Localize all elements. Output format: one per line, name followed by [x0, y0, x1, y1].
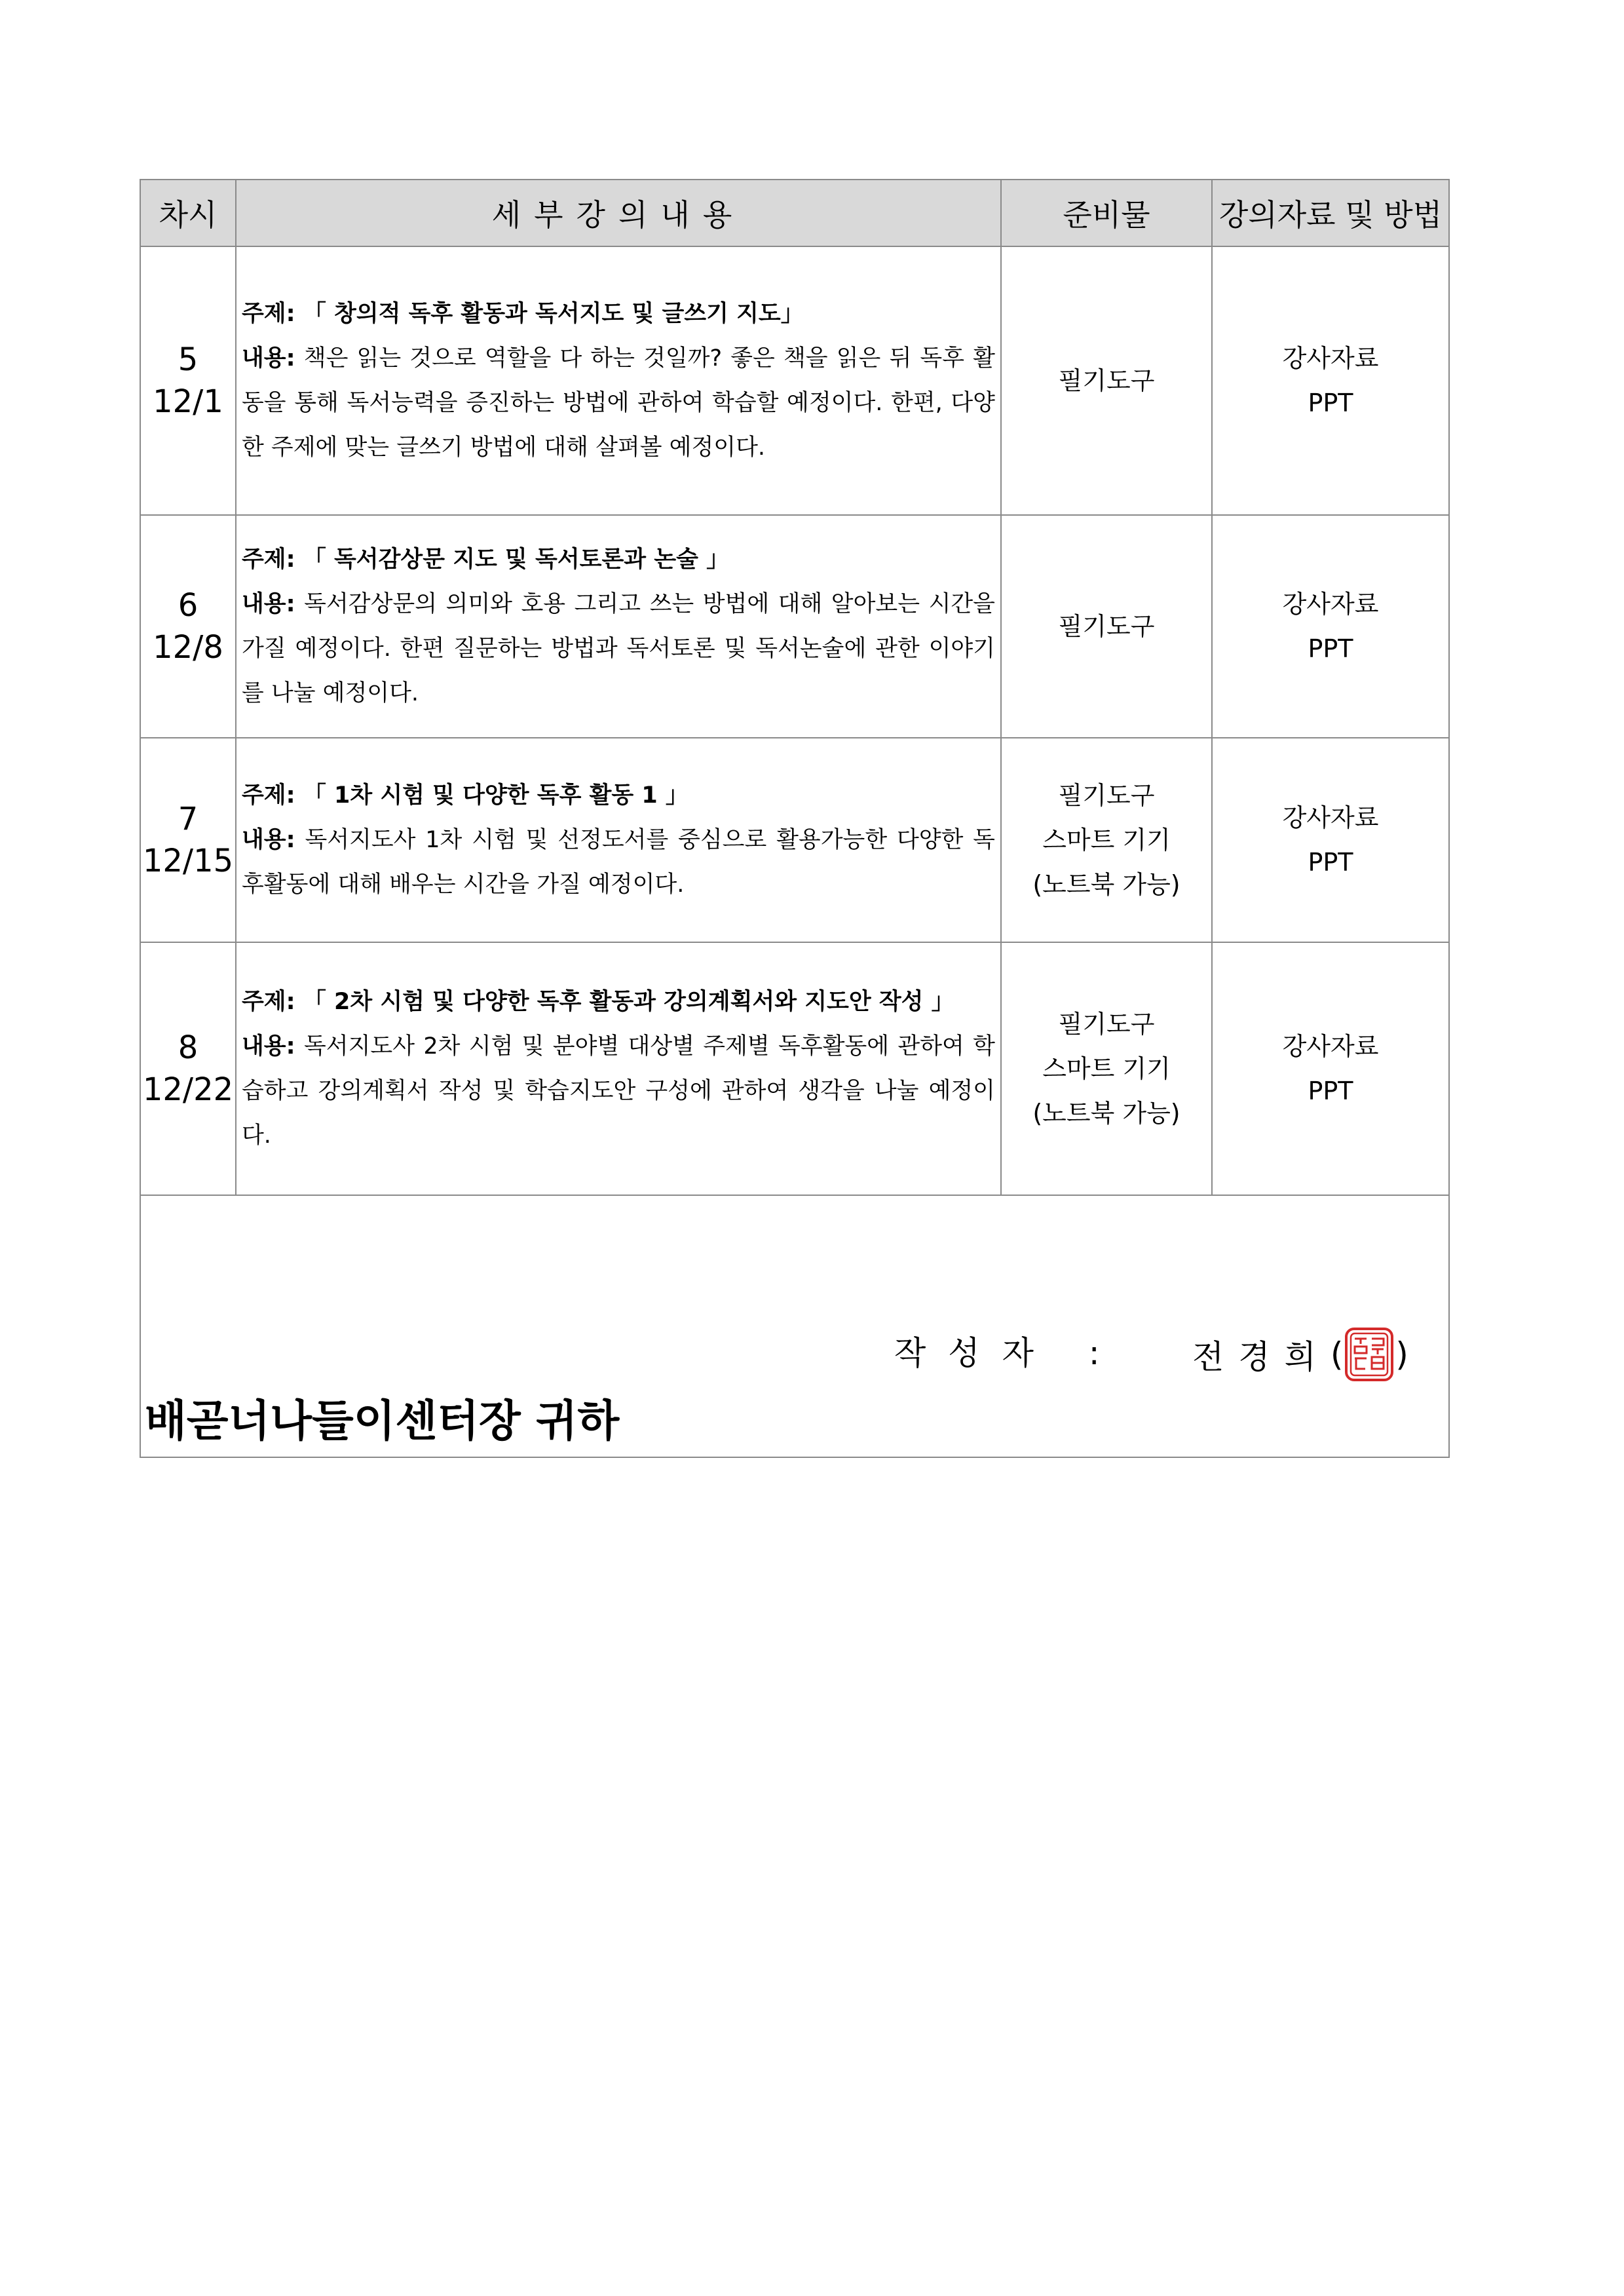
header-material: 강의자료 및 방법: [1212, 180, 1449, 246]
writer-label: 작성자 :: [894, 1334, 1122, 1372]
session-number: 8: [178, 1029, 198, 1066]
red-seal-stamp-icon: [1344, 1327, 1394, 1382]
topic-line: [242, 773, 995, 818]
header-content: 세부강의내용: [236, 180, 1001, 246]
material-item: PPT: [1308, 389, 1353, 417]
topic-text: 「 독서감상문 지도 및 독서토론과 논술 」: [303, 546, 730, 573]
topic-text: 「 1차 시험 및 다양한 독후 활동 1 」: [303, 782, 689, 809]
prep-item: (노트북 가능): [1032, 1099, 1180, 1128]
content-label: 내용:: [242, 1033, 295, 1060]
content-cell: [236, 246, 1001, 515]
material-cell: [1212, 246, 1449, 515]
content-label: 내용:: [242, 827, 295, 853]
session-number: 6: [178, 587, 198, 624]
prep-item: 필기도구: [1058, 612, 1155, 641]
content-cell: [236, 942, 1001, 1195]
session-cell: [140, 246, 236, 515]
document-sheet: [140, 179, 1448, 1458]
paren-close: ): [1395, 1335, 1408, 1373]
writer-name-block: [1192, 1327, 1408, 1382]
content-text-block: [242, 336, 995, 470]
content-text: 독서감상문의 의미와 호용 그리고 쓰는 방법에 대해 알아보는 시간을 가질 예정이다. 한편 질문하는 방법과 독서토론 및 독서논술에 관한 이야기를 나눌 예정이다.: [242, 591, 995, 706]
prep-item: 필기도구: [1058, 366, 1155, 395]
prep-cell: [1001, 738, 1212, 942]
prep-cell: [1001, 515, 1212, 738]
prep-cell: [1001, 942, 1212, 1195]
content-text: 책은 읽는 것으로 역할을 다 하는 것일까? 좋은 책을 읽은 뒤 독후 활동을 통해 독서능력을 증진하는 방법에 관하여 학습할 예정이다. 한편, 다양한 주제에 맞는 글쓰기 방법에 대해 살펴볼 예정이다.: [242, 345, 995, 461]
material-item: PPT: [1308, 1077, 1353, 1105]
session-cell: [140, 515, 236, 738]
topic-line: [242, 537, 995, 582]
content-text: 독서지도사 2차 시험 및 분야별 대상별 주제별 독후활동에 관하여 학습하고 강의계획서 작성 및 학습지도안 구성에 관하여 생각을 나눌 예정이다.: [242, 1033, 995, 1149]
prep-item: 스마트 기기: [1042, 1054, 1171, 1083]
topic-line: [242, 980, 995, 1024]
prep-item: 스마트 기기: [1042, 826, 1171, 854]
topic-text: 「 2차 시험 및 다양한 독후 활동과 강의계획서와 지도안 작성 」: [303, 989, 954, 1015]
content-cell: [236, 738, 1001, 942]
topic-text: 「 창의적 독후 활동과 독서지도 및 글쓰기 지도」: [303, 301, 804, 327]
table-row: [140, 738, 1449, 942]
content-text-block: [242, 818, 995, 907]
signature-cell: [140, 1195, 1449, 1457]
topic-label: 주제:: [242, 782, 295, 809]
table-row: [140, 515, 1449, 738]
topic-label: 주제:: [242, 301, 295, 327]
session-date: 12/22: [142, 1071, 234, 1108]
content-text: 독서지도사 1차 시험 및 선정도서를 중심으로 활용가능한 다양한 독후활동에 대해 배우는 시간을 가질 예정이다.: [242, 827, 995, 898]
material-item: PPT: [1308, 634, 1353, 663]
material-item: PPT: [1308, 848, 1353, 877]
material-item: 강사자료: [1282, 1032, 1379, 1061]
seal-glyph-left: [1355, 1339, 1367, 1369]
lecture-plan-table: [140, 179, 1450, 1458]
table-row: [140, 942, 1449, 1195]
material-cell: [1212, 942, 1449, 1195]
content-cell: [236, 515, 1001, 738]
topic-label: 주제:: [242, 546, 295, 573]
recipient-line: 배곧너나들이센터장 귀하: [145, 1396, 620, 1446]
table-header-row: [140, 180, 1449, 246]
seal-glyph-right: [1372, 1339, 1384, 1369]
session-date: 12/1: [153, 383, 223, 420]
content-text-block: [242, 1024, 995, 1158]
session-number: 7: [178, 801, 198, 837]
content-text-block: [242, 582, 995, 716]
content-label: 내용:: [242, 591, 295, 617]
signature-row: [140, 1195, 1449, 1457]
session-cell: [140, 738, 236, 942]
material-cell: [1212, 515, 1449, 738]
writer-name: 전경희: [1192, 1338, 1331, 1376]
session-date: 12/8: [153, 629, 223, 666]
paren-open: (: [1330, 1335, 1344, 1373]
header-prep: 준비물: [1001, 180, 1212, 246]
material-cell: [1212, 738, 1449, 942]
topic-label: 주제:: [242, 989, 295, 1015]
session-number: 5: [178, 341, 198, 378]
prep-item: (노트북 가능): [1032, 870, 1180, 899]
topic-line: [242, 292, 995, 336]
table-row: [140, 246, 1449, 515]
content-label: 내용:: [242, 345, 295, 372]
seal-outer-border: [1346, 1329, 1392, 1380]
prep-item: 필기도구: [1058, 1010, 1155, 1039]
material-item: 강사자료: [1282, 590, 1379, 619]
prep-item: 필기도구: [1058, 781, 1155, 810]
session-date: 12/15: [142, 843, 234, 879]
header-session: 차시: [140, 180, 236, 246]
prep-cell: [1001, 246, 1212, 515]
material-item: 강사자료: [1282, 344, 1379, 373]
material-item: 강사자료: [1282, 803, 1379, 832]
session-cell: [140, 942, 236, 1195]
